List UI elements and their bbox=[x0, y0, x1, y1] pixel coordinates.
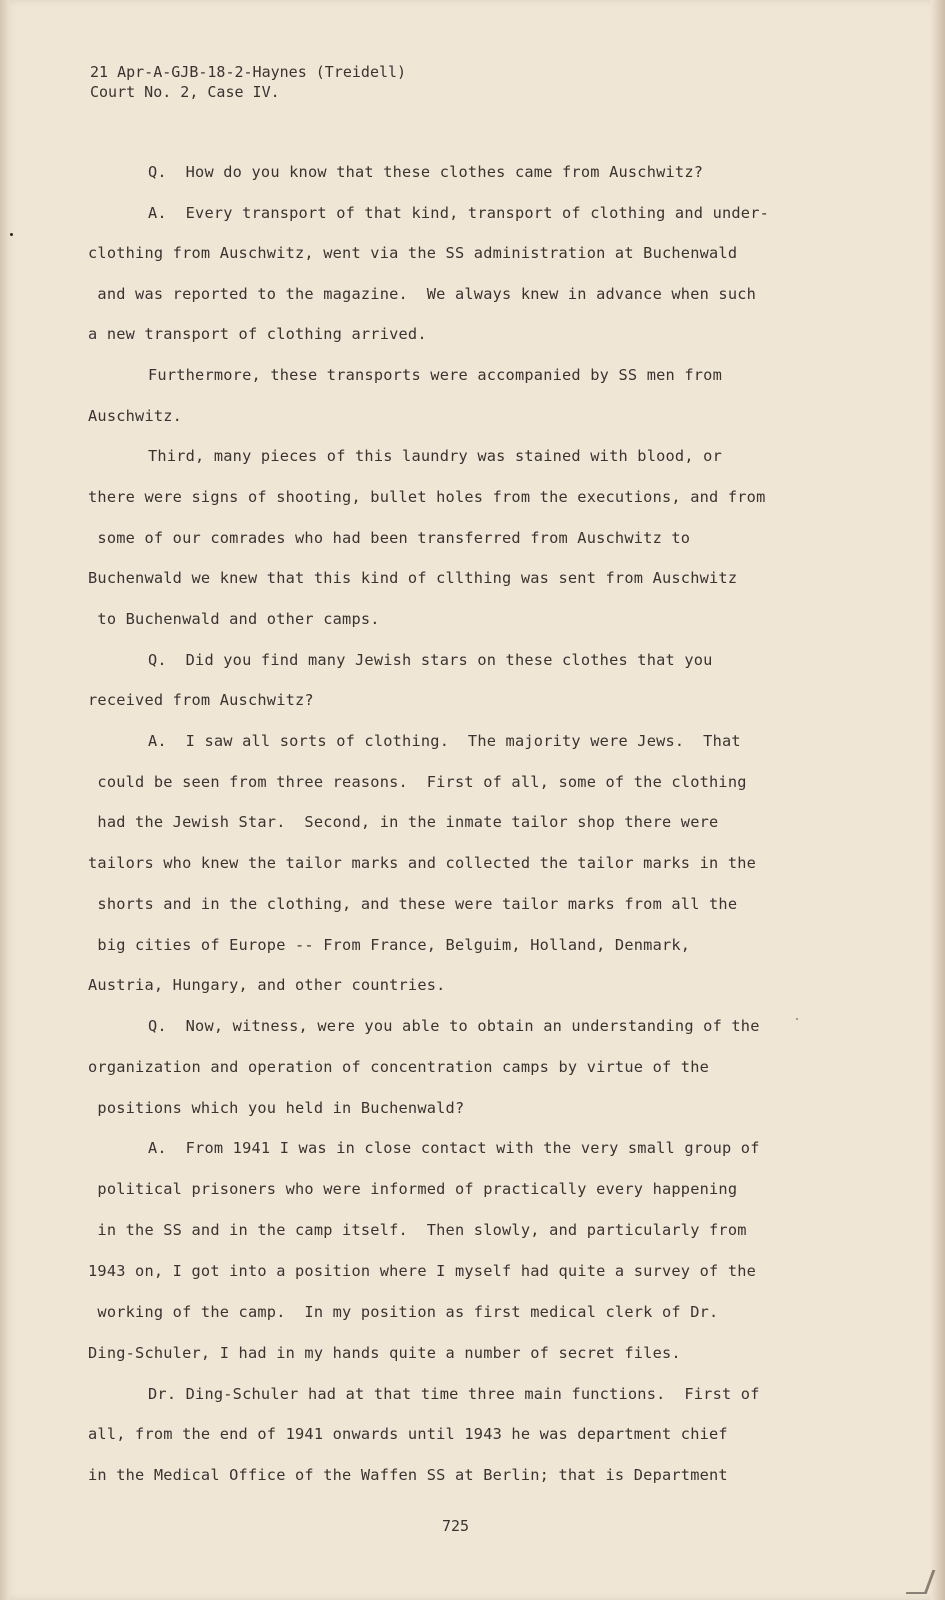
text-line: had the Jewish Star. Second, in the inmate tailor shop there were bbox=[88, 813, 719, 831]
text-line: and was reported to the magazine. We always knew in advance when such bbox=[88, 285, 757, 303]
text-line: clothing from Auschwitz, went via the SS administration at Buchenwald bbox=[88, 244, 738, 262]
text-line: in the Medical Office of the Waffen SS at Berlin; that is Department bbox=[88, 1466, 728, 1484]
text-line: Austria, Hungary, and other countries. bbox=[88, 976, 446, 994]
text-line: Ding-Schuler, I had in my hands quite a number of secret files. bbox=[88, 1344, 681, 1362]
text-line: some of our comrades who had been transferred from Auschwitz to bbox=[88, 529, 691, 547]
text-line: Q. Now, witness, were you able to obtain an understanding of the bbox=[148, 1017, 760, 1035]
header-reference-line: 21 Apr-A-GJB-18-2-Haynes (Treidell) bbox=[90, 63, 407, 81]
paper-speck bbox=[10, 233, 13, 236]
text-line: a new transport of clothing arrived. bbox=[88, 325, 427, 343]
text-line: to Buchenwald and other camps. bbox=[88, 610, 380, 628]
text-line: Q. Did you find many Jewish stars on these clothes that you bbox=[148, 651, 713, 669]
header-court-line: Court No. 2, Case IV. bbox=[90, 83, 280, 101]
text-line: working of the camp. In my position as first medical clerk of Dr. bbox=[88, 1303, 719, 1321]
text-line: in the SS and in the camp itself. Then slowly, and particularly from bbox=[88, 1221, 747, 1239]
text-line: political prisoners who were informed of practically every happening bbox=[88, 1180, 738, 1198]
text-line: tailors who knew the tailor marks and collected the tailor marks in the bbox=[88, 854, 757, 872]
text-line: there were signs of shooting, bullet holes from the executions, and from bbox=[88, 488, 766, 506]
text-line: A. I saw all sorts of clothing. The majority were Jews. That bbox=[148, 732, 741, 750]
page-right-edge bbox=[931, 0, 945, 1600]
text-line: could be seen from three reasons. First of all, some of the clothing bbox=[88, 773, 747, 791]
text-line: all, from the end of 1941 onwards until 1943 he was department chief bbox=[88, 1425, 728, 1443]
text-line: Dr. Ding-Schuler had at that time three main functions. First of bbox=[148, 1385, 760, 1403]
text-line: received from Auschwitz? bbox=[88, 691, 314, 709]
document-header bbox=[90, 62, 406, 102]
page-number: 725 bbox=[442, 1517, 470, 1535]
text-line: positions which you held in Buchenwald? bbox=[88, 1099, 465, 1117]
page-left-edge bbox=[0, 0, 10, 1600]
text-line: Q. How do you know that these clothes came from Auschwitz? bbox=[148, 163, 704, 181]
text-line: shorts and in the clothing, and these were tailor marks from all the bbox=[88, 895, 738, 913]
text-line: Furthermore, these transports were accompanied by SS men from bbox=[148, 366, 722, 384]
text-line: organization and operation of concentration camps by virtue of the bbox=[88, 1058, 710, 1076]
paper-speck bbox=[796, 1018, 798, 1020]
text-line: big cities of Europe -- From France, Belguim, Holland, Denmark, bbox=[88, 936, 691, 954]
text-line: Buchenwald we knew that this kind of cllthing was sent from Auschwitz bbox=[88, 569, 738, 587]
text-line: Auschwitz. bbox=[88, 407, 183, 425]
text-line: Third, many pieces of this laundry was stained with blood, or bbox=[148, 447, 722, 465]
text-line: A. Every transport of that kind, transport of clothing and under- bbox=[148, 204, 770, 222]
text-line: A. From 1941 I was in close contact with the very small group of bbox=[148, 1139, 760, 1157]
text-line: 1943 on, I got into a position where I myself had quite a survey of the bbox=[88, 1262, 757, 1280]
